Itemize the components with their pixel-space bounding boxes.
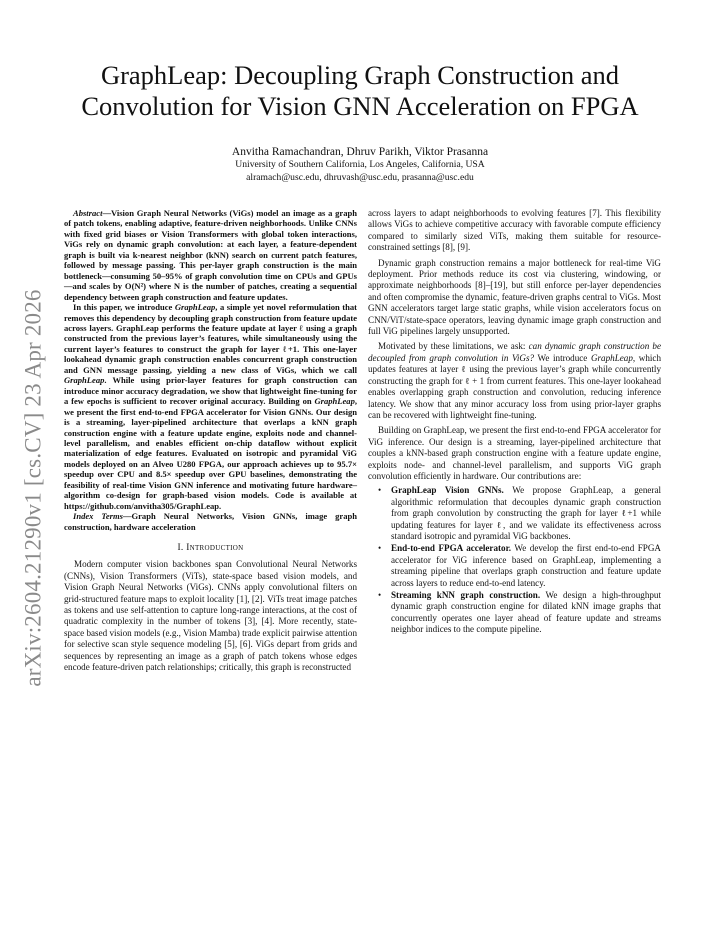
intro-p3-text-a: Motivated by these limitations, we ask: [378, 341, 529, 352]
abstract-text-2a: In this paper, we introduce [73, 302, 175, 313]
intro-paragraph-3 [368, 341, 661, 421]
contribution-lead: GraphLeap Vision GNNs. [391, 485, 504, 496]
intro-paragraph-2: Dynamic graph construction remains a major bottleneck for real-time ViG deployment. Prior methods reduce its cost via clustering, windowing, or approximate neighborhoods [8]–[19], but still enforce per-layer dependencies and often compromise the dynamic, feature-driven graphs central to ViGs. Most GNN accelerators target large static graphs, while vision accelerators focus on CNN/ViT/state-space operators, leaving dynamic image graph construction and full ViG pipelines largely unsupported. [368, 257, 661, 337]
right-column [368, 208, 661, 637]
index-terms-label: Index Terms [73, 511, 123, 522]
intro-paragraph-1-continued: across layers to adapt neighborhoods to evolving features [7]. This flexibility allows ViGs to achieve competitive accuracy with favorable compute efficiency compared to similarly sized ViTs, making them suitable for resource-constrained settings [8], [9]. [368, 208, 661, 253]
intro-research-question: can dynamic graph construction be decoupled from graph convolution in ViGs? [368, 341, 661, 363]
abstract-text-2g: , we present the first end-to-end FPGA accelerator for Vision GNNs. Our design is a streaming, layer-pipelined architecture that overlaps a kNN graph construction engine with a feature update engine, exploits node and channel-level parallelism, and enables efficient on-chip dataflow without explicit materialization of edge features. Evaluated on isotropic and pyramidal ViG models deployed on an Alveo U280 FPGA, our approach achieves up to 95.7× speedup over CPU and 8.5× speedup over GPU baselines, demonstrating the feasibility of real-time Vision GNN inference and motivating future hardware–algorithm co-design for graph-based vision models. Code is available at https://github.com/anvitha305/GraphLeap. [64, 396, 357, 511]
paper-title [40, 60, 680, 122]
author-emails: alramach@usc.edu, dhruvash@usc.edu, prasanna@usc.edu [246, 171, 474, 183]
intro-graphleap-name: GraphLeap [590, 352, 633, 363]
bullet-marker: • [378, 485, 382, 496]
abstract-paragraph-1: Abstract—Vision Graph Neural Networks (ViGs) model an image as a graph of patch tokens, enabling adaptive, feature-driven neighborhoods. Unlike CNNs with fixed grid biases or Vision Transformers with global token interactions, ViGs rely on dynamic graph convolution: at each layer, a feature-dependent graph is built via k-nearest neighbor (kNN) search on current patch features, followed by message passing. This per-layer graph construction is the main bottleneck—consuming 50–95% of graph convolution time on CPUs and GPUs—and scales by O(N²) where N is the number of patches, creating a sequential dependency between graph construction and feature updates. [64, 208, 357, 302]
index-terms [64, 511, 357, 532]
abstract-text-2c: , a simple yet novel reformulation that removes this dependency by decoupling graph construction from feature update across layers. GraphLeap performs the feature update at layer ℓ using a graph constructed from the previous layer’s features, while simultaneously using the current layer’s features to construct the graph for layer ℓ+1. This one-layer lookahead dynamic graph construction enables concurrent graph construction and GNN message passing, yielding a new class of ViGs, which we call [64, 302, 358, 375]
section-heading-introduction: I. Introduction [177, 543, 244, 554]
affiliation-block [40, 159, 680, 184]
contribution-text: We propose GraphLeap, a general algorithmic reformulation that decouples dynamic graph construction from graph convolution by constructing the graph for layer ℓ+1 while updating features for layer ℓ, and we validate its effectiveness across standard isotropic and pyramidal ViG backbones. [391, 485, 662, 541]
contribution-item [368, 543, 661, 589]
abstract-text-2e: . While using prior-layer features for graph construction can introduce minor accuracy degradation, we show that lightweight fine-tuning for a few epochs is sufficient to recover original accuracy. Building on [64, 375, 357, 407]
intro-paragraph-4: Building on GraphLeap, we present the first end-to-end FPGA accelerator for ViG inference. Our design is a streaming, layer-pipelined architecture that couples a kNN-based graph construction engine with a feature update engine, exploits node- and channel-level parallelism, and supports ViG graph convolution efficiently in hardware. Our contributions are: [368, 425, 661, 481]
author-list: Anvitha Ramachandran, Dhruv Parikh, Viktor Prasanna [231, 146, 489, 158]
abstract-graphleap-3: GraphLeap [314, 396, 355, 407]
arxiv-stamp-text: arXiv:2604.21290v1 [cs.CV] 23 Apr 2026 [21, 289, 47, 687]
intro-p3-text-e: , which updates features at layer ℓ using the previous layer’s graph while concurrently constructing the graph for ℓ + 1 from current features. This one-layer lookahead enables overlapping graph construction and convolution, reducing inference latency. We show that any minor accuracy loss from using prior-layer graphs can be recovered with lightweight fine-tuning. [368, 352, 661, 420]
abstract-paragraph-2 [64, 302, 357, 511]
title-line-1: GraphLeap: Decoupling Graph Construction and [100, 60, 620, 90]
bullet-marker: • [378, 590, 382, 600]
contribution-item [368, 485, 661, 542]
title-line-2: Convolution for Vision GNN Acceleration on FPGA [81, 91, 639, 121]
contribution-lead: End-to-end FPGA accelerator. [391, 543, 512, 554]
abstract-graphleap-2: GraphLeap [64, 375, 105, 386]
index-terms-text: —Graph Neural Networks, Vision GNNs, image graph construction, hardware acceleration [64, 511, 357, 532]
intro-paragraph-1: Modern computer vision backbones span Convolutional Neural Networks (CNNs), Vision Transformers (ViTs), state-space based vision models, and Vision Graph Neural Networks (ViGs). CNNs apply convolutional filters on grid-structured feature maps to exploit locality [1], [2]. ViTs treat image patches as tokens and use self-attention to capture long-range interactions, at the cost of quadratic complexity in the number of tokens [3], [4]. More recently, state-space based vision models (e.g., Vision Mamba) trade explicit pairwise attention for selective scan style sequence modeling [5], [6]. ViGs depart from grids and sequences by representing an image as a graph of patch tokens whose edges encode feature-driven patch relationships; critically, this graph is reconstructed [64, 559, 357, 673]
abstract-graphleap-1: GraphLeap [174, 302, 216, 313]
contributions-list [368, 485, 661, 635]
abstract-text-1: Vision Graph Neural Networks (ViGs) model an image as a graph of patch tokens, enabling adaptive, feature-driven neighborhoods. Unlike CNNs with fixed grid biases or Vision Transformers with global token interactions, ViGs rely on dynamic graph convolution: at each layer, a feature-dependent graph is built via k-nearest neighbor (kNN) search on current patch features, followed by message passing. This per-layer graph construction is the main bottleneck—consuming 50–95% of graph convolution time on CPUs and GPUs—and scales by O(N²) where N is the number of patches, creating a sequential dependency between graph construction and feature updates. [64, 208, 357, 302]
arxiv-identifier-stamp [14, 258, 54, 718]
bullet-marker: • [378, 543, 382, 554]
contribution-item [368, 590, 661, 636]
left-column [64, 208, 357, 674]
contribution-text: We design a high-throughput dynamic graph construction engine for dilated kNN image graphs that concurrently operates one layer ahead of feature update and streams neighbor indices to the compute pipeline. [391, 590, 661, 635]
contribution-text: We develop the first end-to-end FPGA accelerator for ViG inference based on GraphLeap, implementing a streaming pipeline that overlaps graph construction and feature update across layers to reduce end-to-end latency. [391, 543, 661, 588]
affiliation: University of Southern California, Los Angeles, California, USA [235, 159, 485, 170]
abstract-label: Abstract [73, 208, 103, 218]
intro-p3-text-c: We introduce [534, 352, 591, 363]
contribution-lead: Streaming kNN graph construction. [391, 590, 541, 600]
